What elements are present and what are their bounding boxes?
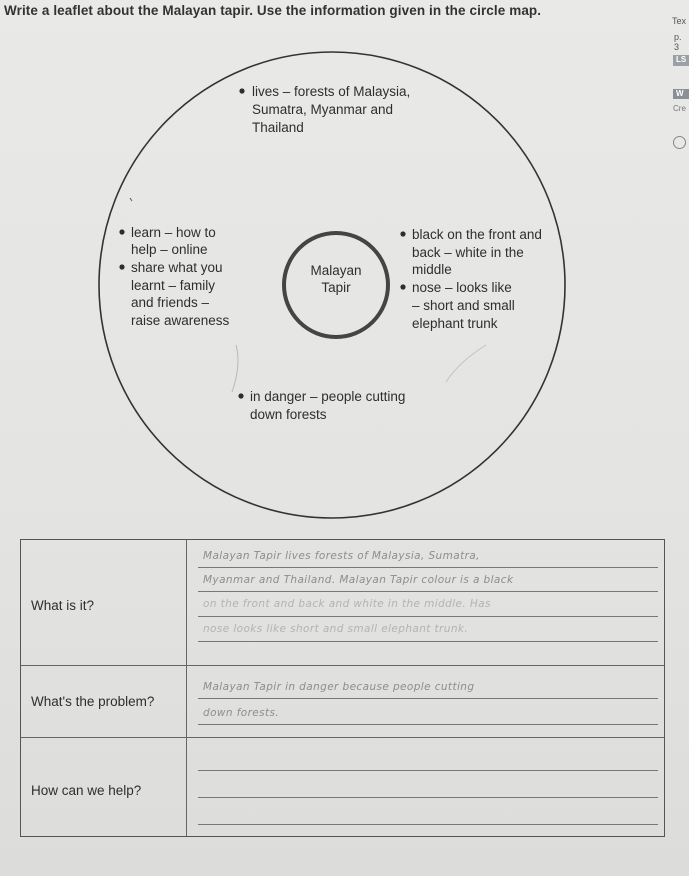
right-fact-line-2: back – white in the xyxy=(412,245,524,260)
right-fact-line-6: elephant trunk xyxy=(412,316,498,331)
pencil-stroke xyxy=(232,345,238,392)
question-how-can-we-help: How can we help? xyxy=(31,783,142,798)
bullet-dot xyxy=(238,393,243,398)
handwritten-answer-line: Malayan Tapir in danger because people cutting xyxy=(203,681,475,693)
writing-line[interactable] xyxy=(198,641,658,642)
center-label-line-2: Tapir xyxy=(321,280,351,295)
handwritten-answer-line: on the front and back and white in the middle. Has xyxy=(203,598,491,610)
handwritten-answer-line: Myanmar and Thailand. Malayan Tapir colour is a black xyxy=(203,574,514,586)
question-what-is-it: What is it? xyxy=(31,598,95,613)
center-label-line-1: Malayan xyxy=(310,263,362,278)
writing-line[interactable] xyxy=(198,770,658,771)
top-fact-line-3: Thailand xyxy=(252,120,304,135)
top-fact-line-1: lives – forests of Malaysia, xyxy=(252,84,411,99)
handwritten-answer-line: nose looks like short and small elephant trunk. xyxy=(203,623,469,635)
bullet-dot xyxy=(239,88,244,93)
right-fact-line-4: nose – looks like xyxy=(412,280,512,295)
writing-line[interactable] xyxy=(198,698,658,699)
bottom-fact-line-2: down forests xyxy=(250,407,327,422)
edge-cr-text: Cre xyxy=(673,104,686,113)
handwritten-answer-line: Malayan Tapir lives forests of Malaysia, Sumatra, xyxy=(203,550,480,562)
edge-page-text: p. 3 xyxy=(674,32,682,52)
table-row-problem xyxy=(21,666,664,738)
bottom-fact-line-1: in danger – people cutting xyxy=(250,389,406,404)
top-fact-line-2: Sumatra, Myanmar and xyxy=(252,102,394,117)
right-fact-line-1: black on the front and xyxy=(412,227,542,242)
writing-line[interactable] xyxy=(198,591,658,592)
pencil-mark xyxy=(130,198,132,201)
writing-line[interactable] xyxy=(198,797,658,798)
right-fact-line-5: – short and small xyxy=(412,298,515,313)
pencil-stroke xyxy=(446,345,486,382)
left-fact-line-2: help – online xyxy=(131,242,208,257)
table-row-help xyxy=(21,738,664,836)
bullet-dot xyxy=(119,229,124,234)
leaflet-table xyxy=(20,539,665,837)
bullet-dot xyxy=(400,284,405,289)
left-fact-line-6: raise awareness xyxy=(131,313,230,328)
edge-tex-text: Tex xyxy=(672,16,687,26)
bullet-dot xyxy=(119,264,124,269)
left-fact-line-3: share what you xyxy=(131,260,223,275)
question-whats-the-problem: What's the problem? xyxy=(31,694,155,709)
writing-line[interactable] xyxy=(198,824,658,825)
edge-box-text: LS xyxy=(676,55,687,64)
left-fact-line-4: learnt – family xyxy=(131,278,216,293)
table-row-what xyxy=(21,540,664,666)
instruction-text: Write a leaflet about the Malayan tapir. Use the information given in the circle map. xyxy=(4,3,542,18)
writing-line[interactable] xyxy=(198,616,658,617)
bullet-dot xyxy=(400,231,405,236)
writing-line[interactable] xyxy=(198,567,658,568)
edge-box2-text: W xyxy=(676,89,684,98)
left-fact-line-5: and friends – xyxy=(131,295,210,310)
right-fact-line-3: middle xyxy=(412,262,452,277)
left-fact-line-1: learn – how to xyxy=(131,225,216,240)
handwritten-answer-line: down forests. xyxy=(203,707,280,719)
writing-line[interactable] xyxy=(198,724,658,725)
